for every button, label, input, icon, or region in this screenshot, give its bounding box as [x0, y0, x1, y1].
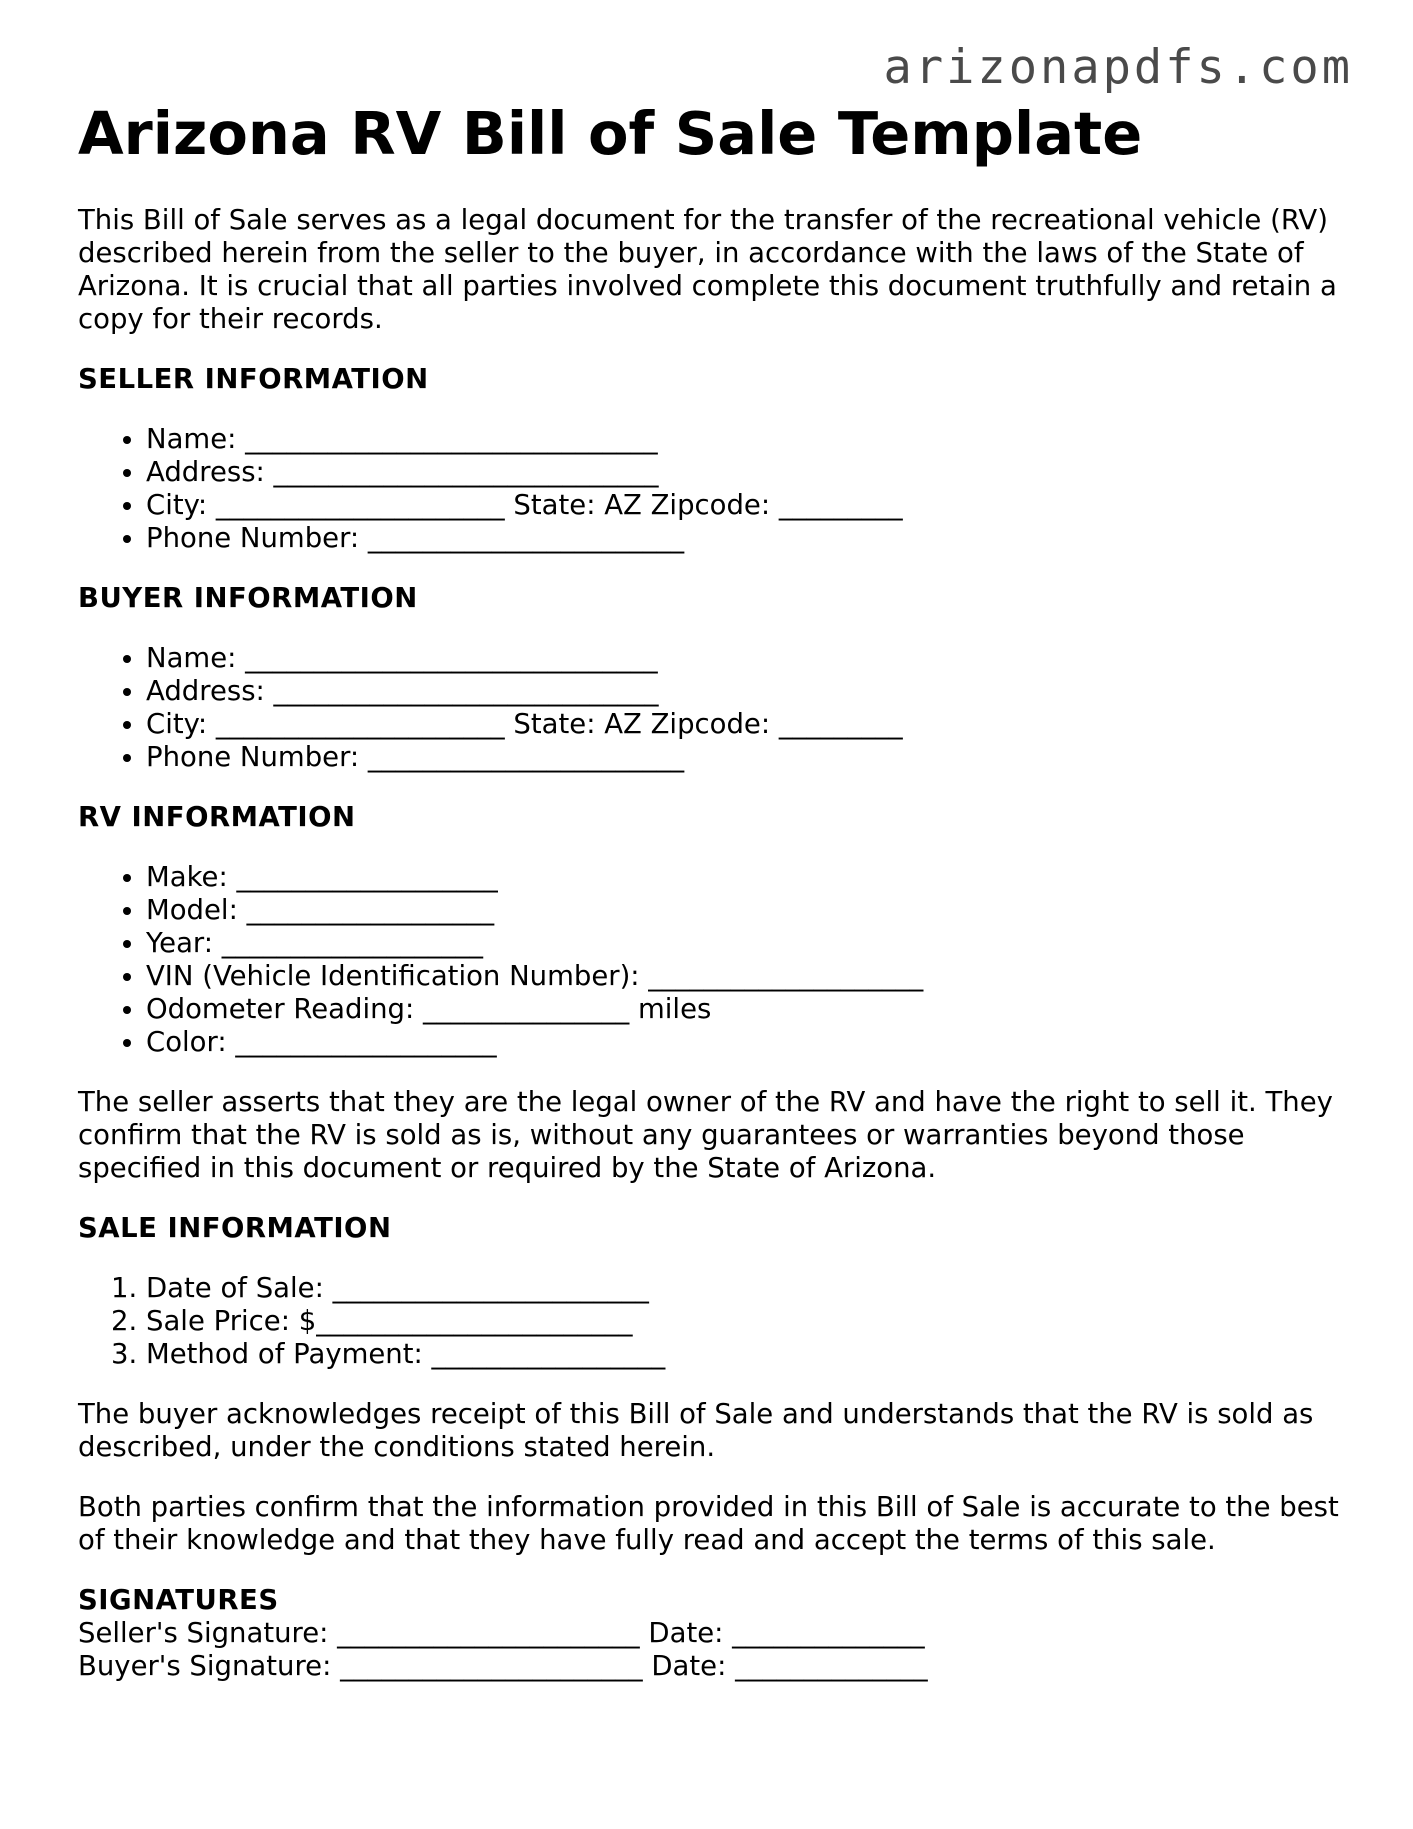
- buyer-name-field[interactable]: • Name: ______________________________: [146, 642, 1348, 675]
- sale-price-field[interactable]: 2. Sale Price: $_______________________: [146, 1305, 1348, 1338]
- sale-payment-method-field[interactable]: 3. Method of Payment: _________________: [146, 1338, 1348, 1371]
- seller-assertion-paragraph: The seller asserts that they are the legal owner of the RV and have the right to sell it. They confirm that the RV is sold as is, without any guarantees or warranties beyond those specified in this document or required by the State of Arizona.: [78, 1086, 1333, 1184]
- document-body: [78, 96, 1348, 1683]
- signatures-heading: SIGNATURES: [78, 1584, 279, 1616]
- rv-heading: RV INFORMATION: [78, 801, 356, 833]
- rv-odometer-field[interactable]: • Odometer Reading: _______________ miles: [146, 993, 1348, 1026]
- rv-color-field[interactable]: • Color: ___________________: [146, 1026, 1348, 1059]
- buyer-list: [78, 642, 1348, 774]
- rv-list: [78, 861, 1348, 1059]
- intro-paragraph: This Bill of Sale serves as a legal document for the transfer of the recreational vehicle (RV) described herein from the seller to the buyer, in accordance with the laws of the State of Arizona. It is crucial that all parties involved complete this document truthfully and retain a copy for their records.: [78, 204, 1337, 335]
- buyer-phone-field[interactable]: • Phone Number: _______________________: [146, 741, 1348, 774]
- sale-heading: SALE INFORMATION: [78, 1212, 392, 1244]
- sale-list: [78, 1272, 1348, 1371]
- buyer-heading: BUYER INFORMATION: [78, 582, 418, 614]
- buyer-acknowledgement-paragraph: The buyer acknowledges receipt of this Bill of Sale and understands that the RV is sold as described, under the conditions stated herein.: [78, 1398, 1314, 1463]
- rv-model-field[interactable]: • Model: __________________: [146, 894, 1348, 927]
- seller-list: [78, 423, 1348, 555]
- seller-phone-field[interactable]: • Phone Number: _______________________: [146, 522, 1348, 555]
- rv-vin-field[interactable]: • VIN (Vehicle Identification Number): ____________________: [146, 960, 1348, 993]
- watermark: arizonapdfs.com: [883, 40, 1353, 95]
- rv-make-field[interactable]: • Make: ___________________: [146, 861, 1348, 894]
- buyer-signature-line[interactable]: Buyer's Signature: ______________________ Date: ______________: [78, 1650, 928, 1682]
- page-title: Arizona RV Bill of Sale Template: [78, 99, 1143, 168]
- sale-date-field[interactable]: 1. Date of Sale: _______________________: [146, 1272, 1348, 1305]
- seller-heading: SELLER INFORMATION: [78, 363, 429, 395]
- buyer-address-field[interactable]: • Address: ____________________________: [146, 675, 1348, 708]
- buyer-city-state-zip-field[interactable]: • City: _____________________ State: AZ Zipcode: _________: [146, 708, 1348, 741]
- both-parties-confirm-paragraph: Both parties confirm that the information provided in this Bill of Sale is accurate to the best of their knowledge and that they have fully read and accept the terms of this sale.: [78, 1491, 1339, 1556]
- seller-name-field[interactable]: • Name: ______________________________: [146, 423, 1348, 456]
- seller-city-state-zip-field[interactable]: • City: _____________________ State: AZ Zipcode: _________: [146, 489, 1348, 522]
- seller-signature-line[interactable]: Seller's Signature: ______________________ Date: ______________: [78, 1617, 925, 1649]
- rv-year-field[interactable]: • Year: ___________________: [146, 927, 1348, 960]
- seller-address-field[interactable]: • Address: ____________________________: [146, 456, 1348, 489]
